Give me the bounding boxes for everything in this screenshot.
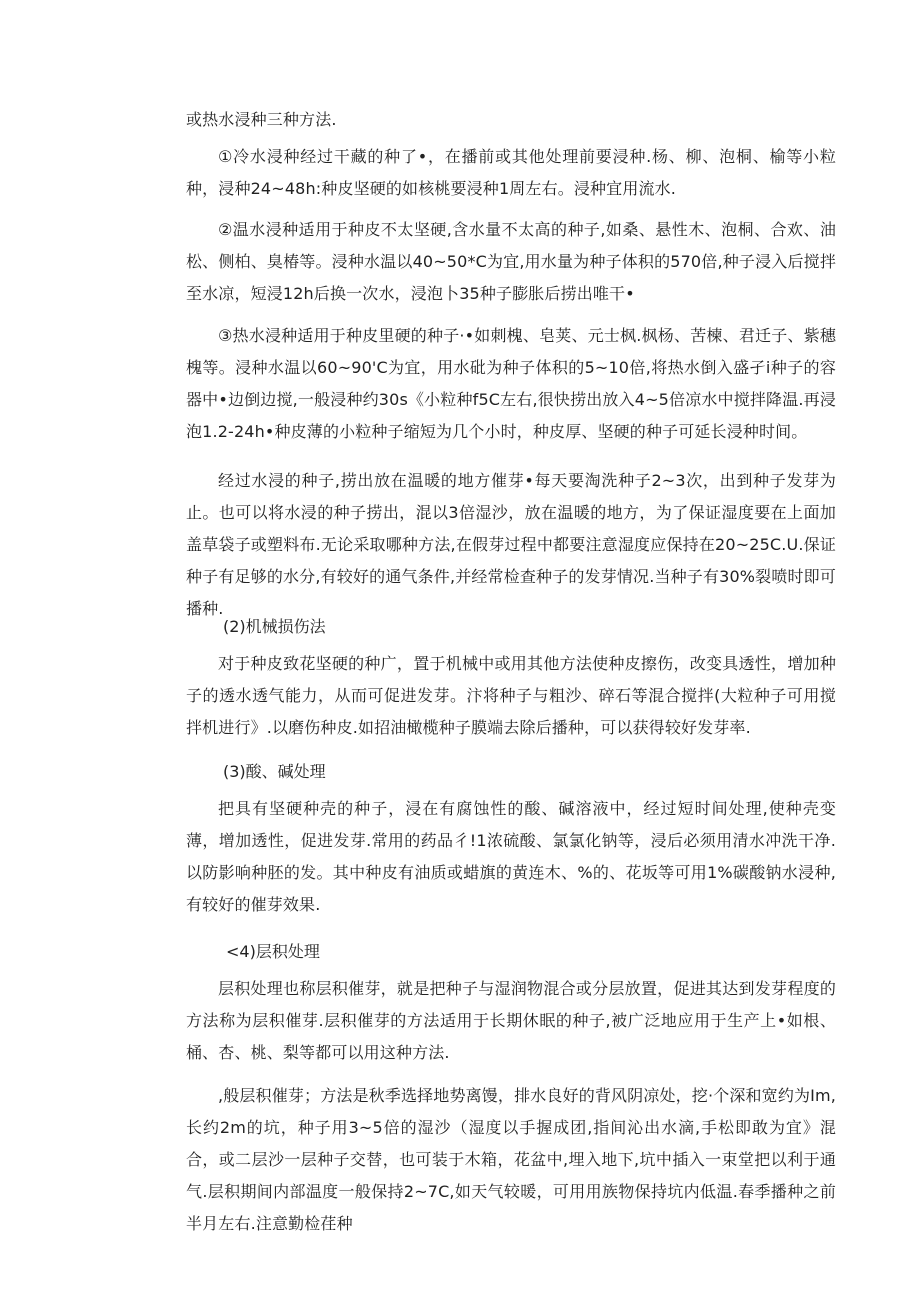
paragraph-stratification-method: ,般层积催芽；方法是秋季选择地势离馒，排水良好的背风阴凉处，挖·个深和宽约为Im,长约2m的坑，种子用3~5倍的湿沙（湿度以手握成团,指间沁出水滴,手松即敢为宜》混合，或二层沙一层种子交替，也可装于木箱，花盆中,埋入地下,坑中插入一束堂把以利于通气.层积期间内部温度一般保持2~7C,如天气较暖，可用用族物保持坑内低温.春季播种之前半月左右.注意勤检荏种 — [186, 1086, 836, 1233]
section-heading-stratification: <4)层积处理 — [226, 942, 320, 961]
paragraph-acid-alkali-treatment: 把具有坚硬种壳的种子，浸在有腐蚀性的酸、碱溶液中，经过短时间处理,使种壳变薄，增加透性，促进发芽.常用的药品彳!1浓硫酸、氯氯化钠等，浸后必须用清水冲洗干净.以防影响种胚的发。其中种皮有油质或蜡旗的黄连木、%的、花坂等可用1%碳酸钠水浸种,有较好的催芽效果. — [186, 799, 836, 914]
paragraph-stratification: 层积处理也称层积催芽，就是把种子与湿润物混合或分层放置，促进其达到发芽程度的方法称为层积催芽.层积催芽的方法适用于长期休眠的种子,被广泛地应用于生产上•如根、桶、杏、桃、梨等都可以用这种方法. — [186, 979, 836, 1062]
section-heading-acid-alkali: (3)酸、碱处理 — [223, 762, 326, 781]
paragraph-warm-water-soak: ②温水浸种适用于种皮不太坚硬,含水量不太高的种子,如桑、悬性木、泡桐、合欢、油松、侧柏、臭椿等。浸种水温以40~50*C为宜,用水量为种子体积的570倍,种子浸入后搅拌至水凉，短浸12h后换一次水，浸泡卜35种子膨胀后捞出唯干• — [186, 220, 836, 303]
section-heading-mechanical: (2)机械损伤法 — [223, 617, 326, 636]
paragraph-intro-tail: 或热水浸种三种方法. — [186, 110, 337, 129]
paragraph-hot-water-soak: ③热水浸种适用于种皮里硬的种子·•如刺槐、皂荚、元士枫.枫杨、苦楝、君迁子、紫穗槐等。浸种水温以60~90'C为宜，用水砒为种子体积的5~10倍,将热水倒入盛孑i种子的容器中•边倒边搅,一般浸种约30s《小粒种f5C左右,很快捞出放入4~5倍凉水中搅拌降温.再浸泡1.2-24h•种皮薄的小粒种子缩短为几个小时，种皮厚、坚硬的种子可延长浸种时间。 — [186, 326, 836, 441]
paragraph-germination-care: 经过水浸的种子,捞出放在温暖的地方催芽•每天要淘洗种子2~3次，出到种子发芽为止。也可以将水浸的种子捞出，混以3倍湿沙，放在温暖的地方，为了保证湿度要在上面加盖草袋子或塑料布.无论采取哪种方法,在假芽过程中都要注意湿度应保持在20~25C.U.保证种子有足够的水分,有较好的通气条件,并经常检查种子的发芽情况.当种子有30%裂喷时即可播种. — [186, 471, 836, 618]
paragraph-mechanical-damage: 对于种皮致花坚硬的种广，置于机械中或用其他方法使种皮擦伤，改变具透性，增加种子的透水透气能力，从而可促进发芽。汴将种子与粗沙、碎石等混合搅拌(大粒种子可用搅拌机进行》.以磨伤种皮.如招油橄榄种子膜端去除后播种，可以获得较好发芽率. — [186, 654, 836, 737]
paragraph-cold-water-soak: ①冷水浸种经过干藏的种了•，在播前或其他处理前要浸种.杨、柳、泡桐、榆等小粒种，浸种24~48h:种皮坚硬的如核桃要浸种1周左右。浸种宜用流水. — [186, 147, 836, 198]
